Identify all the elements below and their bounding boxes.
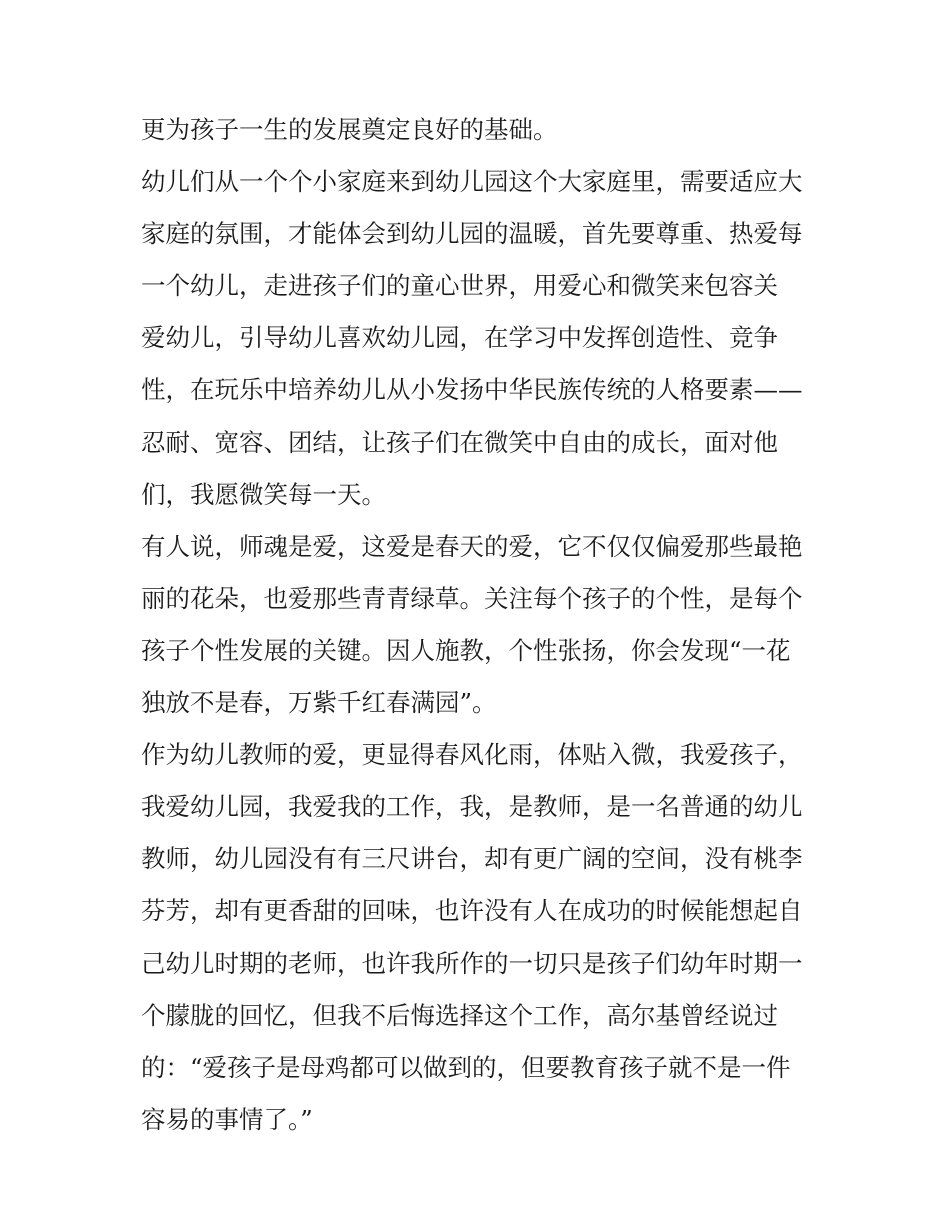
- text-line: 的：“爱孩子是母鸡都可以做到的，但要教育孩子就不是一件: [141, 1052, 791, 1082]
- text-line: 丽的花朵，也爱那些青青绿草。关注每个孩子的个性，是每个: [141, 583, 803, 613]
- text-line: 忍耐、宽容、团结，让孩子们在微笑中自由的成长，面对他: [141, 427, 778, 457]
- text-line: 芬芳，却有更香甜的回味，也许没有人在成功的时候能想起自: [141, 896, 803, 926]
- document-body: [141, 104, 821, 1146]
- text-line: 作为幼儿教师的爱，更显得春风化雨，体贴入微，我爱孩子，: [141, 740, 803, 770]
- text-line: 容易的事情了。”: [141, 1104, 313, 1134]
- text-line: 个朦胧的回忆，但我不后悔选择这个工作，高尔基曾经说过: [141, 1000, 778, 1030]
- text-line: 们，我愿微笑每一天。: [141, 479, 386, 509]
- text-line: 更为孩子一生的发展奠定良好的基础。: [141, 115, 558, 144]
- text-line: 爱幼儿，引导幼儿喜欢幼儿园，在学习中发挥创造性、竞争: [141, 323, 778, 353]
- text-line: 家庭的氛围，才能体会到幼儿园的温暖，首先要尊重、热爱每: [141, 219, 803, 249]
- text-line: 己幼儿时期的老师，也许我所作的一切只是孩子们幼年时期一: [141, 948, 803, 978]
- text-line: 一个幼儿，走进孩子们的童心世界，用爱心和微笑来包容关: [141, 271, 778, 301]
- text-line: 幼儿们从一个个小家庭来到幼儿园这个大家庭里，需要适应大: [141, 167, 803, 197]
- text-line: 独放不是春，万紫千红春满园”。: [141, 688, 497, 718]
- text-line: 有人说，师魂是爱，这爱是春天的爱，它不仅仅偏爱那些最艳: [141, 531, 803, 561]
- text-line: 教师，幼儿园没有有三尺讲台，却有更广阔的空间，没有桃李: [141, 844, 803, 874]
- text-line: 我爱幼儿园，我爱我的工作，我，是教师，是一名普通的幼儿: [141, 792, 803, 822]
- text-line: 性，在玩乐中培养幼儿从小发扬中华民族传统的人格要素——: [141, 375, 803, 405]
- text-line: 孩子个性发展的关键。因人施教，个性张扬，你会发现“一花: [141, 635, 791, 665]
